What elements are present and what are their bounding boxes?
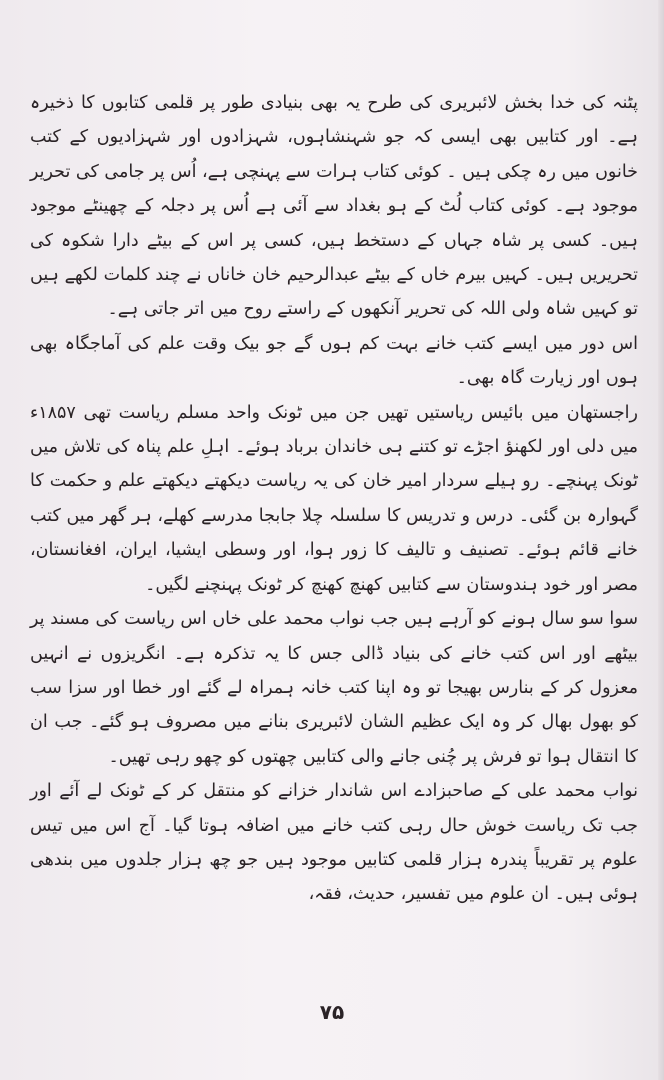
paragraph-3: راجستھان میں بائیس ریاستیں تھیں جن میں ٹونک واحد مسلم ریاست تھی ۱۸۵۷ء میں دلی اور لکھنؤ اجڑے تو کتنے ہی خاندان برباد ہوئے۔ اہلِ علم پناہ کی تلاش میں ٹونک پہنچے۔ رو ہیلے سردار امیر خان کی یہ ریاست دیکھتے دیکھتے علم و حکمت کا گہوارہ بن گئی۔ درس و تدریس کا سلسلہ چلا جابجا مدرسے کھلے، ہر گھر میں کتب خانے قائم ہوئے۔ تصنیف و تالیف کا زور ہوا، اور وسطی ایشیا، ایران، افغانستان، مصر اور خود ہندوستان سے کتابیں کھنچ کھنچ کر ٹونک پہنچنے لگیں۔ xyxy=(30,402,638,595)
page-number: ۷۵ xyxy=(319,1000,345,1024)
paragraph-2: اس دور میں ایسے کتب خانے بہت کم ہوں گے جو بیک وقت علم کی آماجگاہ بھی ہوں اور زیارت گاہ بھی۔ xyxy=(30,333,638,389)
paragraph-4: سوا سو سال ہونے کو آرہے ہیں جب نواب محمد علی خاں اس ریاست کی مسند پر بیٹھے اور اس کتب خانے کی بنیاد ڈالی جس کا یہ تذکرہ ہے۔ انگریزوں نے انہیں معزول کر کے بنارس بھیجا تو وہ اپنا کتب خانہ ہمراہ لے گئے اور خطا اور سزا سب کو بھول بھال کر وہ ایک عظیم الشان لائبریری بنانے میں مصروف ہو گئے۔ جب ان کا انتقال ہوا تو فرش پر چُنی جانے والی کتابیں چھتوں کو چھو رہی تھیں۔ xyxy=(30,609,638,767)
body-text xyxy=(30,86,638,912)
paragraph-5: نواب محمد علی کے صاحبزادے اس شاندار خزانے کو منتقل کر کے ٹونک لے آئے اور جب تک ریاست خوش حال رہی کتب خانے میں اضافہ ہوتا گیا۔ آج اس میں تیس علوم پر تقریباً پندرہ ہزار قلمی کتابیں موجود ہیں جو چھ ہزار جلدوں میں بندھی ہوئی ہیں۔ ان علوم میں تفسیر، حدیث، فقہ، xyxy=(30,781,638,905)
paragraph-1: پٹنہ کی خدا بخش لائبریری کی طرح یہ بھی بنیادی طور پر قلمی کتابوں کا ذخیرہ ہے۔ اور کتابیں بھی ایسی کہ جو شہنشاہوں، شہزادوں اور شہزادیوں کے کتب خانوں میں رہ چکی ہیں ۔ کوئی کتاب ہرات سے پہنچی ہے، اُس پر جامی کی تحریر موجود ہے۔ کوئی کتاب لُٹ کے ہو بغداد سے آئی ہے اُس پر دجلہ کے چھینٹے موجود ہیں۔ کسی پر شاہ جہاں کے دستخط ہیں، کسی پر اس کے بیٹے دارا شکوہ کی تحریریں ہیں۔ کہیں بیرم خاں کے بیٹے عبدالرحیم خان خاناں نے چند کلمات لکھے ہیں تو کہیں شاہ ولی اللہ کی تحریر آنکھوں کے راستے روح میں اتر جاتی ہے۔ xyxy=(30,93,638,320)
page-edge xyxy=(658,0,664,1080)
